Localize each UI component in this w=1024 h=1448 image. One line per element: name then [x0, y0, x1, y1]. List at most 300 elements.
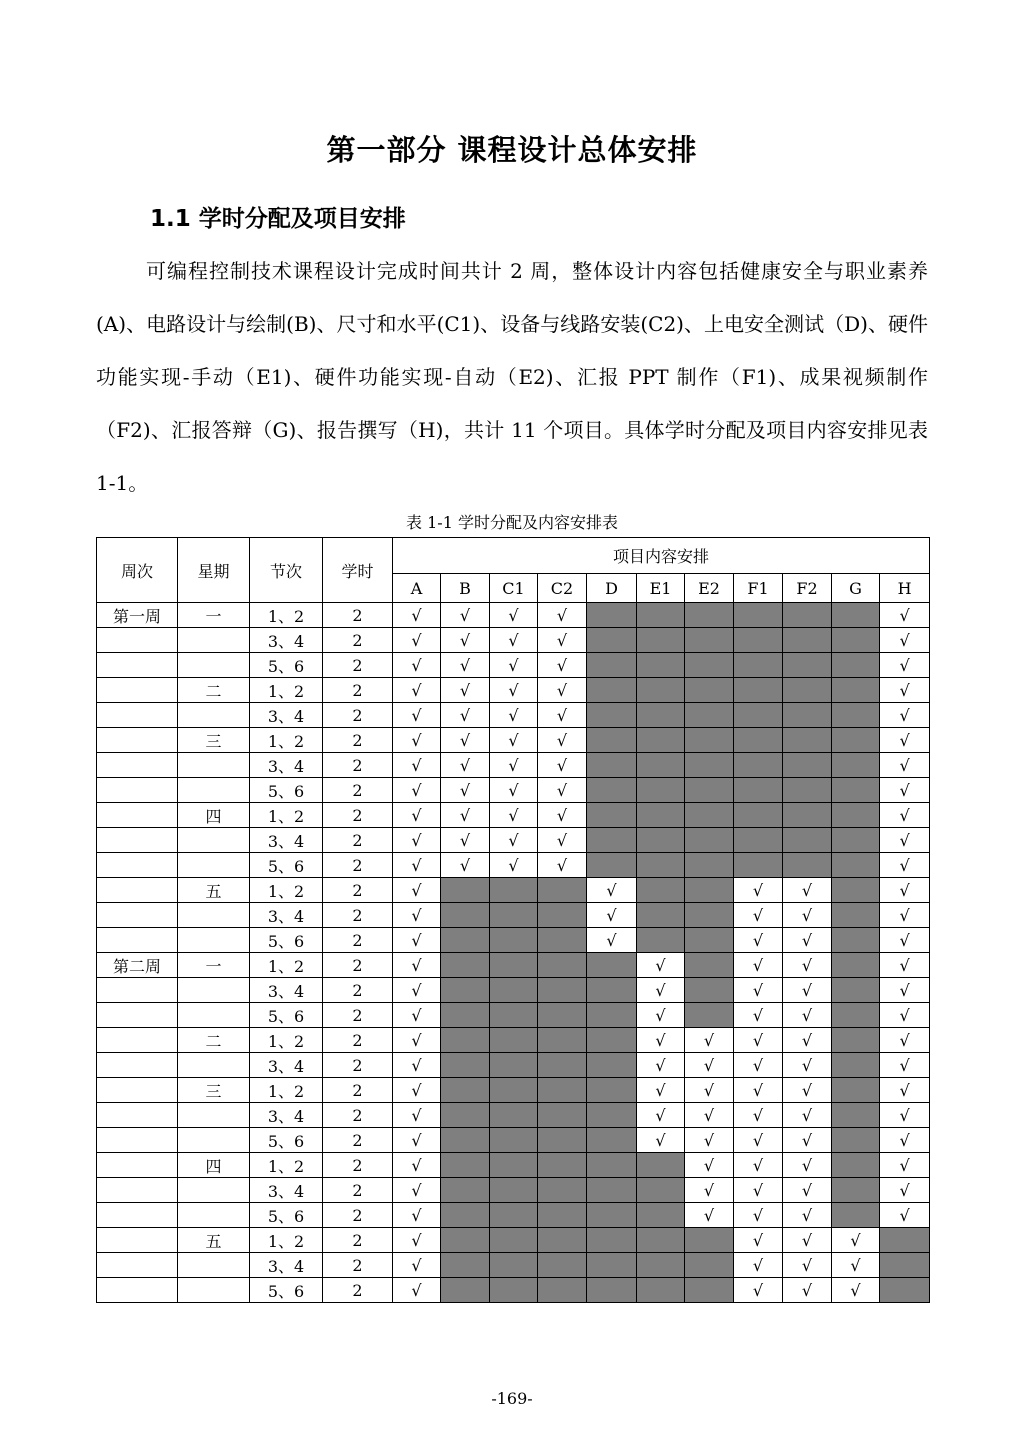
- shaded-cell: [832, 878, 880, 903]
- shaded-cell: [685, 628, 734, 653]
- shaded-cell: [441, 1128, 490, 1153]
- shaded-cell: [685, 703, 734, 728]
- cell-day: [178, 828, 250, 853]
- shaded-cell: [490, 928, 538, 953]
- shaded-cell: [538, 1203, 587, 1228]
- cell-hours: 2: [323, 778, 393, 803]
- shaded-cell: [490, 1203, 538, 1228]
- cell-period: 1、2: [250, 678, 323, 703]
- check-cell: √: [880, 878, 930, 903]
- check-cell: √: [783, 1153, 832, 1178]
- shaded-cell: [587, 1128, 637, 1153]
- table-row: [97, 878, 930, 903]
- check-cell: √: [538, 628, 587, 653]
- table-row: [97, 728, 930, 753]
- page-title: 第一部分 课程设计总体安排: [326, 133, 698, 167]
- check-cell: √: [393, 603, 441, 628]
- cell-day: [178, 1003, 250, 1028]
- check-cell: √: [393, 753, 441, 778]
- cell-week: [97, 1103, 178, 1128]
- shaded-cell: [587, 953, 637, 978]
- cell-period: 1、2: [250, 953, 323, 978]
- shaded-cell: [783, 603, 832, 628]
- check-cell: √: [393, 653, 441, 678]
- shaded-cell: [587, 1103, 637, 1128]
- cell-week: [97, 728, 178, 753]
- shaded-cell: [538, 878, 587, 903]
- cell-period: 3、4: [250, 1053, 323, 1078]
- check-cell: √: [880, 1028, 930, 1053]
- cell-period: 3、4: [250, 978, 323, 1003]
- check-cell: √: [490, 728, 538, 753]
- shaded-cell: [441, 953, 490, 978]
- table-row: [97, 703, 930, 728]
- shaded-cell: [783, 703, 832, 728]
- check-cell: √: [685, 1103, 734, 1128]
- cell-day: 二: [178, 1028, 250, 1053]
- shaded-cell: [441, 928, 490, 953]
- cell-period: 1、2: [250, 603, 323, 628]
- check-cell: √: [393, 1228, 441, 1253]
- check-cell: √: [441, 703, 490, 728]
- table-row: [97, 1053, 930, 1078]
- check-cell: √: [783, 978, 832, 1003]
- check-cell: √: [490, 778, 538, 803]
- shaded-cell: [587, 1078, 637, 1103]
- shaded-cell: [587, 1203, 637, 1228]
- cell-day: 三: [178, 728, 250, 753]
- cell-period: 3、4: [250, 903, 323, 928]
- shaded-cell: [734, 628, 783, 653]
- table-row: [97, 653, 930, 678]
- shaded-cell: [637, 778, 685, 803]
- check-cell: √: [538, 678, 587, 703]
- shaded-cell: [441, 1278, 490, 1303]
- cell-day: [178, 1203, 250, 1228]
- cell-day: 五: [178, 1228, 250, 1253]
- cell-week: [97, 1278, 178, 1303]
- table-row: [97, 778, 930, 803]
- shaded-cell: [637, 703, 685, 728]
- shaded-cell: [441, 878, 490, 903]
- shaded-cell: [441, 1078, 490, 1103]
- cell-week: [97, 628, 178, 653]
- shaded-cell: [832, 1128, 880, 1153]
- table-row: [97, 628, 930, 653]
- shaded-cell: [685, 828, 734, 853]
- check-cell: √: [637, 1028, 685, 1053]
- check-cell: √: [734, 1053, 783, 1078]
- cell-hours: 2: [323, 628, 393, 653]
- shaded-cell: [587, 853, 637, 878]
- check-cell: √: [880, 728, 930, 753]
- check-cell: √: [734, 1203, 783, 1228]
- cell-day: [178, 778, 250, 803]
- check-cell: √: [587, 928, 637, 953]
- table-row: [97, 953, 930, 978]
- check-cell: √: [880, 1003, 930, 1028]
- table-caption: 表 1-1 学时分配及内容安排表: [406, 513, 618, 532]
- cell-period: 3、4: [250, 1253, 323, 1278]
- check-cell: √: [538, 803, 587, 828]
- shaded-cell: [685, 653, 734, 678]
- shaded-cell: [637, 753, 685, 778]
- cell-period: 5、6: [250, 1128, 323, 1153]
- cell-hours: 2: [323, 1203, 393, 1228]
- shaded-cell: [587, 1003, 637, 1028]
- cell-day: 一: [178, 953, 250, 978]
- shaded-cell: [587, 978, 637, 1003]
- header-week: 周次: [97, 538, 178, 603]
- check-cell: √: [441, 653, 490, 678]
- check-cell: √: [734, 1128, 783, 1153]
- check-cell: √: [685, 1028, 734, 1053]
- check-cell: √: [490, 603, 538, 628]
- check-cell: √: [734, 953, 783, 978]
- shaded-cell: [587, 603, 637, 628]
- cell-period: 1、2: [250, 803, 323, 828]
- cell-period: 5、6: [250, 1003, 323, 1028]
- cell-week: [97, 1053, 178, 1078]
- header-item-e1: E1: [637, 574, 685, 603]
- cell-day: [178, 628, 250, 653]
- check-cell: √: [393, 828, 441, 853]
- check-cell: √: [734, 1103, 783, 1128]
- check-cell: √: [393, 953, 441, 978]
- shaded-cell: [832, 628, 880, 653]
- cell-week: [97, 703, 178, 728]
- shaded-cell: [490, 1153, 538, 1178]
- check-cell: √: [783, 1178, 832, 1203]
- check-cell: √: [783, 903, 832, 928]
- shaded-cell: [783, 728, 832, 753]
- check-cell: √: [393, 878, 441, 903]
- check-cell: √: [880, 678, 930, 703]
- cell-period: 3、4: [250, 703, 323, 728]
- check-cell: √: [783, 1278, 832, 1303]
- check-cell: √: [393, 1178, 441, 1203]
- table-row: [97, 928, 930, 953]
- check-cell: √: [783, 878, 832, 903]
- cell-hours: 2: [323, 803, 393, 828]
- check-cell: √: [393, 1103, 441, 1128]
- table-row: [97, 853, 930, 878]
- cell-hours: 2: [323, 753, 393, 778]
- shaded-cell: [832, 828, 880, 853]
- shaded-cell: [685, 1228, 734, 1253]
- shaded-cell: [880, 1228, 930, 1253]
- shaded-cell: [441, 1103, 490, 1128]
- shaded-cell: [441, 1053, 490, 1078]
- check-cell: √: [490, 828, 538, 853]
- check-cell: √: [441, 853, 490, 878]
- check-cell: √: [490, 803, 538, 828]
- check-cell: √: [538, 853, 587, 878]
- shaded-cell: [441, 1028, 490, 1053]
- shaded-cell: [685, 778, 734, 803]
- cell-hours: 2: [323, 928, 393, 953]
- shaded-cell: [538, 1278, 587, 1303]
- check-cell: √: [880, 1178, 930, 1203]
- shaded-cell: [832, 753, 880, 778]
- check-cell: √: [538, 653, 587, 678]
- check-cell: √: [441, 728, 490, 753]
- cell-week: [97, 778, 178, 803]
- check-cell: √: [393, 1278, 441, 1303]
- shaded-cell: [685, 1003, 734, 1028]
- shaded-cell: [734, 728, 783, 753]
- shaded-cell: [832, 1053, 880, 1078]
- shaded-cell: [685, 878, 734, 903]
- cell-period: 1、2: [250, 728, 323, 753]
- shaded-cell: [587, 628, 637, 653]
- check-cell: √: [538, 828, 587, 853]
- check-cell: √: [734, 1003, 783, 1028]
- header-items-group: 项目内容安排: [393, 538, 930, 574]
- cell-period: 1、2: [250, 1028, 323, 1053]
- shaded-cell: [637, 1178, 685, 1203]
- shaded-cell: [538, 1253, 587, 1278]
- cell-hours: 2: [323, 678, 393, 703]
- check-cell: √: [393, 678, 441, 703]
- shaded-cell: [637, 1253, 685, 1278]
- cell-week: [97, 1228, 178, 1253]
- check-cell: √: [783, 1203, 832, 1228]
- cell-day: [178, 928, 250, 953]
- cell-week: [97, 1078, 178, 1103]
- section-heading: 1.1 学时分配及项目安排: [150, 206, 406, 232]
- cell-hours: 2: [323, 1028, 393, 1053]
- check-cell: √: [880, 1053, 930, 1078]
- check-cell: √: [393, 1078, 441, 1103]
- shaded-cell: [832, 1178, 880, 1203]
- shaded-cell: [832, 1003, 880, 1028]
- shaded-cell: [538, 1128, 587, 1153]
- check-cell: √: [734, 928, 783, 953]
- shaded-cell: [490, 1053, 538, 1078]
- shaded-cell: [685, 803, 734, 828]
- shaded-cell: [637, 728, 685, 753]
- shaded-cell: [587, 1053, 637, 1078]
- cell-hours: 2: [323, 1103, 393, 1128]
- check-cell: √: [393, 703, 441, 728]
- cell-day: [178, 978, 250, 1003]
- check-cell: √: [393, 778, 441, 803]
- cell-week: [97, 653, 178, 678]
- check-cell: √: [490, 678, 538, 703]
- check-cell: √: [393, 1128, 441, 1153]
- check-cell: √: [637, 978, 685, 1003]
- shaded-cell: [783, 653, 832, 678]
- check-cell: √: [587, 903, 637, 928]
- cell-period: 5、6: [250, 1203, 323, 1228]
- cell-hours: 2: [323, 978, 393, 1003]
- shaded-cell: [734, 653, 783, 678]
- check-cell: √: [880, 703, 930, 728]
- header-day: 星期: [178, 538, 250, 603]
- shaded-cell: [734, 603, 783, 628]
- shaded-cell: [637, 878, 685, 903]
- header-item-c2: C2: [538, 574, 587, 603]
- shaded-cell: [734, 828, 783, 853]
- cell-week: [97, 1203, 178, 1228]
- cell-hours: 2: [323, 1253, 393, 1278]
- cell-day: [178, 1178, 250, 1203]
- check-cell: √: [637, 1103, 685, 1128]
- shaded-cell: [832, 953, 880, 978]
- shaded-cell: [832, 803, 880, 828]
- shaded-cell: [637, 903, 685, 928]
- shaded-cell: [880, 1278, 930, 1303]
- check-cell: √: [637, 953, 685, 978]
- cell-week: [97, 1003, 178, 1028]
- check-cell: √: [637, 1078, 685, 1103]
- cell-week: 第二周: [97, 953, 178, 978]
- cell-hours: 2: [323, 853, 393, 878]
- check-cell: √: [783, 1003, 832, 1028]
- cell-hours: 2: [323, 1053, 393, 1078]
- shaded-cell: [783, 803, 832, 828]
- table-row: [97, 828, 930, 853]
- cell-week: [97, 1153, 178, 1178]
- check-cell: √: [734, 878, 783, 903]
- shaded-cell: [783, 853, 832, 878]
- table-row: [97, 1003, 930, 1028]
- check-cell: √: [783, 953, 832, 978]
- check-cell: √: [880, 1203, 930, 1228]
- check-cell: √: [393, 628, 441, 653]
- check-cell: √: [441, 678, 490, 703]
- cell-day: 五: [178, 878, 250, 903]
- check-cell: √: [393, 903, 441, 928]
- shaded-cell: [832, 1153, 880, 1178]
- shaded-cell: [637, 828, 685, 853]
- check-cell: √: [734, 1153, 783, 1178]
- shaded-cell: [441, 1228, 490, 1253]
- cell-period: 5、6: [250, 928, 323, 953]
- cell-period: 1、2: [250, 878, 323, 903]
- shaded-cell: [734, 753, 783, 778]
- table-row: [97, 678, 930, 703]
- shaded-cell: [538, 1028, 587, 1053]
- check-cell: √: [783, 1253, 832, 1278]
- shaded-cell: [441, 1178, 490, 1203]
- table-row: [97, 1153, 930, 1178]
- shaded-cell: [538, 978, 587, 1003]
- check-cell: √: [783, 1128, 832, 1153]
- check-cell: √: [734, 1078, 783, 1103]
- shaded-cell: [734, 703, 783, 728]
- check-cell: √: [734, 1253, 783, 1278]
- shaded-cell: [587, 828, 637, 853]
- cell-hours: 2: [323, 1278, 393, 1303]
- check-cell: √: [685, 1128, 734, 1153]
- shaded-cell: [685, 853, 734, 878]
- table-row: [97, 978, 930, 1003]
- shaded-cell: [587, 653, 637, 678]
- check-cell: √: [685, 1178, 734, 1203]
- table-row: [97, 1103, 930, 1128]
- header-item-a: A: [393, 574, 441, 603]
- check-cell: √: [880, 828, 930, 853]
- cell-week: [97, 928, 178, 953]
- cell-day: [178, 853, 250, 878]
- cell-day: [178, 753, 250, 778]
- cell-day: [178, 1053, 250, 1078]
- shaded-cell: [490, 953, 538, 978]
- check-cell: √: [880, 603, 930, 628]
- shaded-cell: [685, 728, 734, 753]
- shaded-cell: [587, 728, 637, 753]
- shaded-cell: [587, 1178, 637, 1203]
- check-cell: √: [685, 1203, 734, 1228]
- shaded-cell: [587, 803, 637, 828]
- cell-period: 5、6: [250, 778, 323, 803]
- check-cell: √: [832, 1278, 880, 1303]
- table-row: [97, 1203, 930, 1228]
- cell-day: [178, 1253, 250, 1278]
- check-cell: √: [637, 1053, 685, 1078]
- table-row: [97, 1078, 930, 1103]
- cell-day: [178, 703, 250, 728]
- cell-hours: 2: [323, 953, 393, 978]
- shaded-cell: [538, 1228, 587, 1253]
- check-cell: √: [490, 753, 538, 778]
- table-row: [97, 1253, 930, 1278]
- shaded-cell: [538, 903, 587, 928]
- check-cell: √: [783, 1103, 832, 1128]
- shaded-cell: [832, 853, 880, 878]
- shaded-cell: [490, 1128, 538, 1153]
- shaded-cell: [490, 1253, 538, 1278]
- shaded-cell: [783, 778, 832, 803]
- cell-week: [97, 1253, 178, 1278]
- check-cell: √: [832, 1253, 880, 1278]
- shaded-cell: [538, 1153, 587, 1178]
- shaded-cell: [490, 1228, 538, 1253]
- check-cell: √: [441, 603, 490, 628]
- check-cell: √: [441, 778, 490, 803]
- header-hours: 学时: [323, 538, 393, 603]
- shaded-cell: [832, 603, 880, 628]
- check-cell: √: [734, 978, 783, 1003]
- check-cell: √: [490, 703, 538, 728]
- check-cell: √: [538, 753, 587, 778]
- body-paragraph: 可编程控制技术课程设计完成时间共计 2 周，整体设计内容包括健康安全与职业素养(A)、电路设计与绘制(B)、尺寸和水平(C1)、设备与线路安装(C2)、上电安全测试（D)、硬件功能实现-手动（E1)、硬件功能实现-自动（E2)、汇报 PPT 制作（F1)、成果视频制作（F2)、汇报答辩（G)、报告撰写（H)，共计 11 个项目。具体学时分配及项目内容安排见表 1-1。: [96, 259, 928, 495]
- cell-hours: 2: [323, 828, 393, 853]
- shaded-cell: [832, 928, 880, 953]
- cell-week: [97, 878, 178, 903]
- shaded-cell: [441, 1253, 490, 1278]
- check-cell: √: [734, 903, 783, 928]
- shaded-cell: [637, 928, 685, 953]
- shaded-cell: [490, 903, 538, 928]
- shaded-cell: [587, 1028, 637, 1053]
- shaded-cell: [490, 1103, 538, 1128]
- check-cell: √: [880, 753, 930, 778]
- check-cell: √: [880, 953, 930, 978]
- shaded-cell: [637, 803, 685, 828]
- check-cell: √: [490, 628, 538, 653]
- cell-hours: 2: [323, 1128, 393, 1153]
- cell-period: 3、4: [250, 753, 323, 778]
- shaded-cell: [832, 978, 880, 1003]
- header-item-f1: F1: [734, 574, 783, 603]
- check-cell: √: [783, 1228, 832, 1253]
- shaded-cell: [490, 1003, 538, 1028]
- check-cell: √: [783, 1028, 832, 1053]
- header-item-c1: C1: [490, 574, 538, 603]
